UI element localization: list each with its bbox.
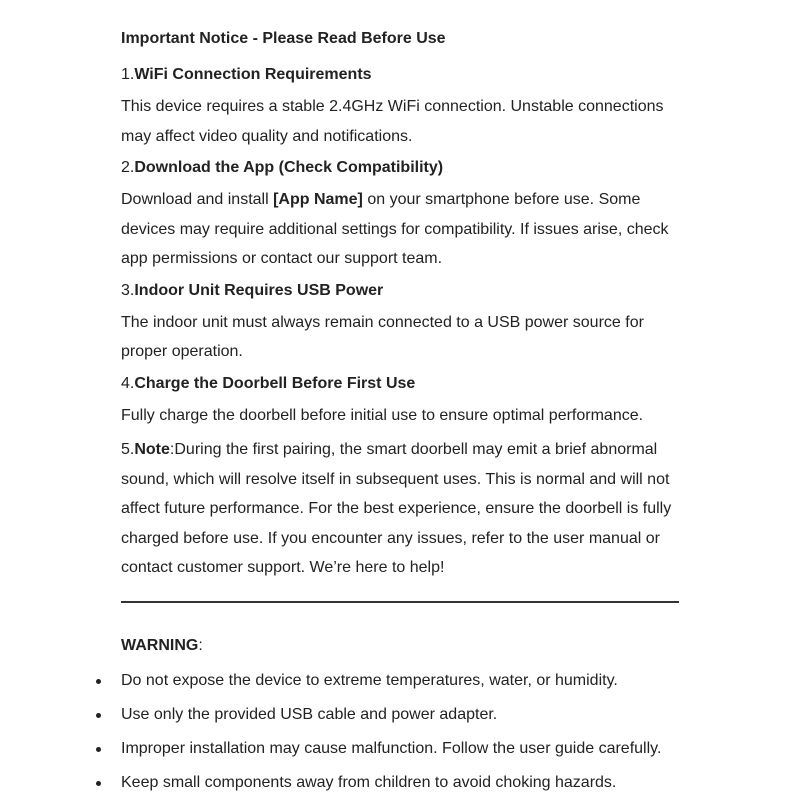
section-heading-text: Charge the Doorbell Before First Use <box>134 374 416 392</box>
section-number: 2. <box>121 159 135 176</box>
section-number: 5. <box>121 441 135 458</box>
section-download-app <box>121 156 681 274</box>
section-heading <box>121 279 681 303</box>
warning-item <box>0 770 800 804</box>
note-separator: : <box>169 441 175 458</box>
warning-separator: : <box>198 637 203 654</box>
notice-title: Important Notice - Please Read Before Use <box>121 30 446 47</box>
note-label: Note <box>134 441 170 458</box>
warning-item-text: Do not expose the device to extreme temperatures, water, or humidity. <box>121 672 618 689</box>
notice-document <box>121 27 681 588</box>
section-heading-text: Indoor Unit Requires USB Power <box>134 281 384 299</box>
bullet-icon <box>96 679 101 684</box>
section-number: 4. <box>121 374 135 392</box>
body-text: Download and install <box>121 191 274 208</box>
warning-item-text: Use only the provided USB cable and power adapter. <box>121 706 498 723</box>
bullet-icon <box>96 781 101 786</box>
section-note <box>121 435 681 583</box>
warning-list <box>0 668 800 804</box>
section-body: The indoor unit must always remain connected to a USB power source for proper operation. <box>121 313 644 360</box>
section-heading <box>121 156 681 180</box>
section-number: 1. <box>121 66 135 83</box>
section-number: 3. <box>121 281 135 299</box>
bullet-icon <box>96 747 101 752</box>
section-body: Fully charge the doorbell before initial use to ensure optimal performance. <box>121 406 644 424</box>
warning-item-text: Keep small components away from children to avoid choking hazards. <box>121 774 617 791</box>
note-text: During the first pairing, the smart doorbell may emit a brief abnormal sound, which will resolve itself in subsequent uses. This is normal and will not affect future performance. For the best experience, ensure the doorbell is fully charged before use. If you encounter any issues, refer to the user manual or contact customer support. We’re here to help! <box>121 441 672 576</box>
section-heading-text: WiFi Connection Requirements <box>134 66 372 83</box>
section-body: This device requires a stable 2.4GHz WiFi connection. Unstable connections may affect video quality and notifications. <box>121 98 664 145</box>
note-body <box>121 435 681 583</box>
warning-heading <box>121 634 203 658</box>
warning-item <box>0 668 800 702</box>
section-wifi <box>121 63 681 151</box>
warning-item <box>0 702 800 736</box>
warning-item-text: Improper installation may cause malfunction. Follow the user guide carefully. <box>121 740 662 757</box>
section-body <box>121 185 681 274</box>
warning-item <box>0 736 800 770</box>
horizontal-divider <box>121 601 679 603</box>
section-heading-text: Download the App (Check Compatibility) <box>134 159 444 176</box>
body-text: on your smartphone before use. Some devices may require additional settings for compatibility. If issues arise, check app permissions or contact our support team. <box>121 191 669 267</box>
section-heading <box>121 372 681 396</box>
section-usb-power <box>121 279 681 367</box>
warning-label: WARNING <box>121 637 199 654</box>
app-name-placeholder: [App Name] <box>273 191 363 208</box>
section-charge-doorbell <box>121 372 681 431</box>
section-heading <box>121 63 681 87</box>
bullet-icon <box>96 713 101 718</box>
